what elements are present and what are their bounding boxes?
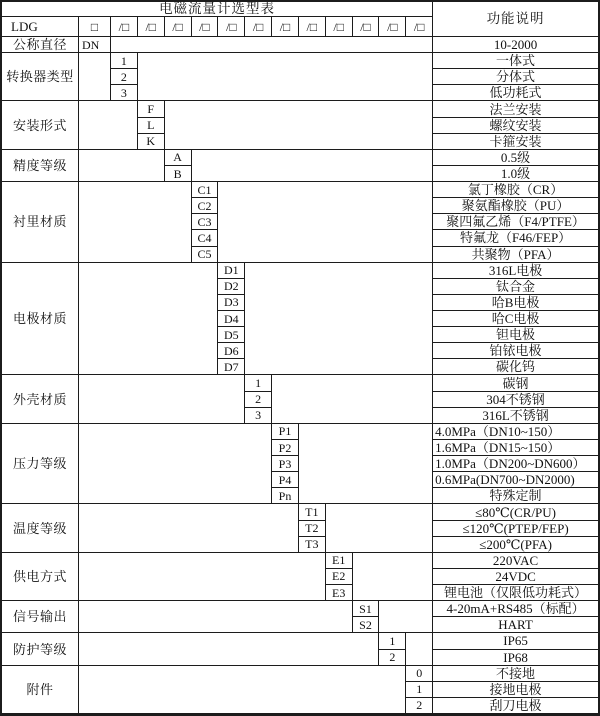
code-cell: P2 — [272, 440, 299, 456]
spacer-cell — [138, 53, 433, 101]
group-label-electrode-material: 电极材质 — [2, 263, 79, 376]
code-cell: 0 — [406, 666, 433, 682]
description-cell: 316L不锈钢 — [433, 408, 598, 424]
group-label-temperature-rating: 温度等级 — [2, 504, 79, 552]
code-cell: T3 — [299, 537, 326, 553]
code-cell: 1 — [111, 53, 138, 69]
code-cell: C2 — [192, 198, 219, 214]
description-cell: 螺纹安装 — [433, 118, 598, 134]
code-cell: S2 — [353, 617, 380, 633]
group-label-nominal-diameter: 公称直径 — [2, 37, 79, 53]
code-cell: D5 — [218, 327, 245, 343]
model-slot: /□ — [353, 17, 380, 37]
model-slot: /□ — [138, 17, 165, 37]
model-slot: /□ — [406, 17, 433, 37]
spacer-cell — [79, 101, 138, 149]
description-cell: 不接地 — [433, 666, 598, 682]
spacer-cell — [111, 37, 433, 53]
code-cell: K — [138, 134, 165, 150]
code-cell: A — [165, 150, 192, 166]
description-cell: ≤120℃(PTEP/FEP) — [433, 521, 598, 537]
description-cell: 分体式 — [433, 69, 598, 85]
code-cell: L — [138, 118, 165, 134]
spacer-cell — [406, 633, 433, 665]
description-cell: 法兰安装 — [433, 101, 598, 117]
description-cell: IP65 — [433, 633, 598, 649]
spacer-cell — [272, 375, 433, 423]
spacer-cell — [79, 633, 379, 665]
table-title: 电磁流量计选型表 — [2, 2, 433, 17]
spacer-cell — [192, 150, 434, 182]
spacer-cell — [79, 504, 299, 552]
model-slot: /□ — [299, 17, 326, 37]
spacer-cell — [79, 53, 111, 101]
group-label-converter-type: 转换器类型 — [2, 53, 79, 101]
spacer-cell — [299, 424, 433, 505]
code-cell: F — [138, 101, 165, 117]
description-cell: 一体式 — [433, 53, 598, 69]
description-cell: IP68 — [433, 650, 598, 666]
code-cell: E3 — [326, 585, 353, 601]
description-cell: 1.6MPa（DN15~150） — [433, 440, 598, 456]
code-cell: DN — [79, 37, 111, 53]
description-cell: 碳钢 — [433, 375, 598, 391]
code-cell: 2 — [111, 69, 138, 85]
description-cell: 锂电池（仅限低功耗式） — [433, 585, 598, 601]
model-slot: /□ — [379, 17, 406, 37]
code-cell: D2 — [218, 279, 245, 295]
code-cell: C5 — [192, 247, 219, 263]
code-cell: E1 — [326, 553, 353, 569]
function-column-header: 功能说明 — [433, 2, 598, 37]
description-cell: 304不锈钢 — [433, 392, 598, 408]
code-cell: D6 — [218, 343, 245, 359]
code-cell: P1 — [272, 424, 299, 440]
description-cell: 4.0MPa（DN10~150） — [433, 424, 598, 440]
code-cell: 2 — [379, 650, 406, 666]
description-cell: 哈C电极 — [433, 311, 598, 327]
description-cell: 铂铱电极 — [433, 343, 598, 359]
spacer-cell — [353, 553, 434, 601]
spacer-cell — [79, 601, 353, 633]
model-slot: /□ — [272, 17, 299, 37]
spacer-cell — [379, 601, 433, 633]
description-cell: 聚四氟乙烯（F4/PTFE） — [433, 214, 598, 230]
description-cell: 哈B电极 — [433, 295, 598, 311]
description-cell: ≤80℃(CR/PU) — [433, 504, 598, 520]
description-cell: 220VAC — [433, 553, 598, 569]
spacer-cell — [218, 182, 433, 263]
spacer-cell — [79, 553, 326, 601]
code-cell: D4 — [218, 311, 245, 327]
code-cell: S1 — [353, 601, 380, 617]
description-cell: 0.5级 — [433, 150, 598, 166]
group-label-lining-material: 衬里材质 — [2, 182, 79, 263]
spacer-cell — [79, 375, 245, 423]
group-label-housing-material: 外壳材质 — [2, 375, 79, 423]
group-label-accuracy: 精度等级 — [2, 150, 79, 182]
description-cell: 碳化钨 — [433, 359, 598, 375]
description-cell: 1.0MPa（DN200~DN600） — [433, 456, 598, 472]
description-cell: 卡箍安装 — [433, 134, 598, 150]
spacer-cell — [79, 182, 192, 263]
description-cell: 24VDC — [433, 569, 598, 585]
description-cell: HART — [433, 617, 598, 633]
model-box: □ — [79, 17, 111, 37]
description-cell: 316L电极 — [433, 263, 598, 279]
description-cell: 特殊定制 — [433, 488, 598, 504]
description-cell: 接地电极 — [433, 682, 598, 698]
description-cell: 低功耗式 — [433, 85, 598, 101]
code-cell: D3 — [218, 295, 245, 311]
spacer-cell — [165, 101, 433, 149]
code-cell: E2 — [326, 569, 353, 585]
description-cell: 共聚物（PFA） — [433, 247, 598, 263]
code-cell: P3 — [272, 456, 299, 472]
description-cell: 氯丁橡胶（CR） — [433, 182, 598, 198]
code-cell: D1 — [218, 263, 245, 279]
code-cell: C4 — [192, 230, 219, 246]
code-cell: 2 — [406, 698, 433, 714]
model-slot: /□ — [218, 17, 245, 37]
description-cell: 刮刀电极 — [433, 698, 598, 714]
description-cell: 钛合金 — [433, 279, 598, 295]
spacer-cell — [245, 263, 433, 376]
model-slot: /□ — [165, 17, 192, 37]
group-label-protection-rating: 防护等级 — [2, 633, 79, 665]
model-slot: /□ — [111, 17, 138, 37]
group-label-signal-output: 信号输出 — [2, 601, 79, 633]
code-cell: 1 — [245, 375, 272, 391]
code-cell: 3 — [111, 85, 138, 101]
description-cell: 0.6MPa(DN700~DN2000) — [433, 472, 598, 488]
model-slot: /□ — [326, 17, 353, 37]
description-cell: ≤200℃(PFA) — [433, 537, 598, 553]
description-cell: 4-20mA+RS485（标配） — [433, 601, 598, 617]
model-slot: /□ — [245, 17, 272, 37]
model-prefix: LDG — [2, 17, 79, 37]
code-cell: D7 — [218, 359, 245, 375]
description-cell: 钽电极 — [433, 327, 598, 343]
code-cell: T2 — [299, 521, 326, 537]
model-slot: /□ — [192, 17, 219, 37]
spacer-cell — [326, 504, 433, 552]
group-label-installation: 安装形式 — [2, 101, 79, 149]
group-label-pressure-rating: 压力等级 — [2, 424, 79, 505]
code-cell: P4 — [272, 472, 299, 488]
code-cell: 2 — [245, 392, 272, 408]
description-cell: 1.0级 — [433, 166, 598, 182]
code-cell: 1 — [379, 633, 406, 649]
description-cell: 聚氨酯橡胶（PU） — [433, 198, 598, 214]
description-cell: 10-2000 — [433, 37, 598, 53]
spacer-cell — [79, 666, 406, 714]
code-cell: 1 — [406, 682, 433, 698]
code-cell: Pn — [272, 488, 299, 504]
code-cell: 3 — [245, 408, 272, 424]
group-label-power-supply: 供电方式 — [2, 553, 79, 601]
spacer-cell — [79, 263, 218, 376]
spacer-cell — [79, 150, 165, 182]
spacer-cell — [79, 424, 272, 505]
code-cell: B — [165, 166, 192, 182]
code-cell: C3 — [192, 214, 219, 230]
code-cell: C1 — [192, 182, 219, 198]
group-label-accessories: 附件 — [2, 666, 79, 714]
description-cell: 特氟龙（F46/FEP） — [433, 230, 598, 246]
code-cell: T1 — [299, 504, 326, 520]
